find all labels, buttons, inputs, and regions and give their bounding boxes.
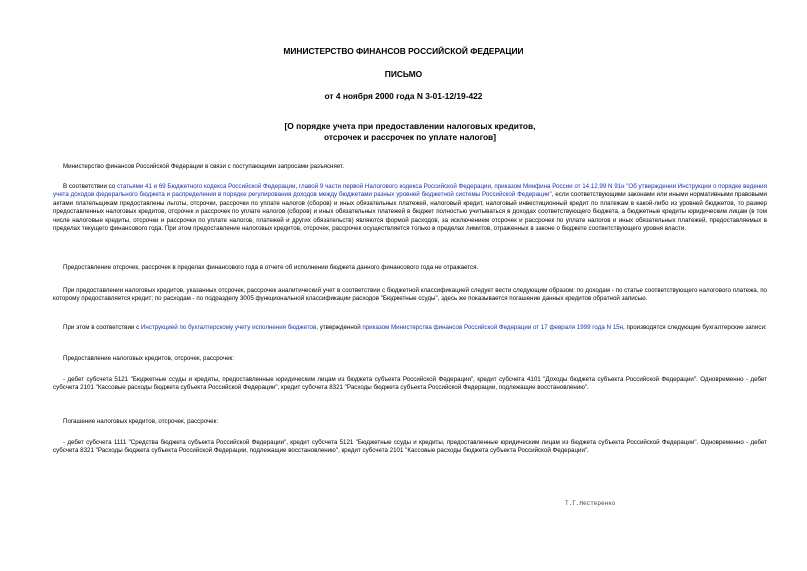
paragraph-entries-mid: , утвержденной [316,324,363,331]
paragraph-entries-end: , производятся следующие бухгалтерские записи: [623,324,767,331]
document-date-number: от 4 ноября 2000 года N 3-01-12/19-422 [324,91,483,101]
link-minfin-order-91n[interactable]: приказом Минфина России от 14.12.99 N 91н "Об утверждении Инструкции о порядке ведения учета доходов федерального бюджета и распределения в порядке регулирования доходов между бюджетами разных уровней бюджетной системы Российской Федерации" [53,183,767,199]
paragraph-deferrals: Предоставление отсрочек, рассрочек в пределах финансового года в отчете об исполнении бюджета данного финансового года не отражается. [63,264,479,271]
signature: Т.Г.Нестеренко [565,500,616,507]
paragraph-main [53,183,767,233]
paragraph-repayment-heading: Погашение налоговых кредитов, отсрочек, рассрочек: [63,418,219,425]
link-tax-code-chapter-9[interactable]: главой 9 части первой Налогового кодекса Российской Федерации [298,183,491,190]
paragraph-main-start: В соответствии со [63,183,118,190]
paragraph-accounting: При предоставлении налоговых кредитов, указанных отсрочек, рассрочек аналитический учет в соответствии с бюджетной классификацией следует вести следующим образом: по доходам - по статье соответствующего налогового платежа, по которому предоставляется кредит; по расходам - по подразделу 3005 функциональной классификации расходов "Бюджетные ссуды", здесь же показывается погашение данных кредитов обратной записью. [53,287,767,303]
separator: , [490,183,495,190]
topic-line-1: [О порядке учета при предоставлении налоговых кредитов, [284,121,536,131]
document-type: ПИСЬМО [384,69,423,79]
document-topic [200,121,620,142]
paragraph-entries [53,324,767,332]
paragraph-repayment-entries: - дебет субсчета 1111 "Средства бюджета субъекта Российской Федерации", кредит субсчета 5121 "Бюджетные ссуды и кредиты, предоставленные юридическим лицам из бюджета субъекта Российской Федерации". Одновременно - дебет субсчета 8321 "Расходы бюджета субъекта Российской Федерации, подлежащие восстановлению", кредит субсчета 2101 "Кассовые расходы бюджета субъекта Российской Федерации". [53,439,767,455]
paragraph-intro: Министерство финансов Российской Федерации в связи с поступающими запросами разъясняет. [63,163,344,170]
link-budget-accounting-instruction[interactable]: Инструкцией по бухгалтерскому учету исполнения бюджетов [140,324,317,331]
separator: , [295,183,299,190]
topic-line-2: отсрочек и рассрочек по уплате налогов] [324,131,496,142]
paragraph-provision-entries: - дебет субсчета 5121 "Бюджетные ссуды и кредиты, предоставленные юридическим лицам из бюджета субъекта Российской Федерации", кредит субсчета 4101 "Доходы бюджета субъекта Российской Федерации". Одновременно - дебет субсчета 2101 "Кассовые расходы бюджета субъекта Российской Федерации", кредит субсчета 8321 "Расходы бюджета субъекта Российской Федерации, подлежащие восстановлению". [53,376,767,392]
link-minfin-order-15n[interactable]: приказом Министерства финансов Российской Федерации от 17 февраля 1999 года N 15н [362,324,623,331]
paragraph-entries-start: При этом в соответствии с [63,324,141,331]
ministry-title: МИНИСТЕРСТВО ФИНАНСОВ РОССИЙСКОЙ ФЕДЕРАЦИИ [283,46,524,56]
paragraph-provision-heading: Предоставление налоговых кредитов, отсрочек, рассрочек: [63,355,234,362]
paragraph-main-rest: , если соответствующими законами или иными нормативными правовыми актами плательщикам предоставлены льготы, отсрочки, рассрочки по уплате налогов (сборов) и иных обязательных платежей, налоговый кредит, налоговый инвестиционный кредит по платежам в какой-либо из уровней бюджетов, то размер предоставленных налоговых кредитов, отсрочек и рассрочек по уплате налогов (сборов) и иных обязательных платежей в бюджет полностью учитываться в доходах соответствующего бюджета, а бюджетные кредиты юридическим лицам (в том числе налоговые кредиты, отсрочки и рассрочки по уплате налогов, платежей и других обязательств) являются формой расходов, за исключением отсрочек и рассрочек по уплате налогов и иных обязательных платежей, предоставляемых в пределах текущего финансового года. При этом предоставление налоговых кредитов, отсрочек, рассрочек осуществляется только в пределах лимитов, отраженных в законе о бюджете соответствующего уровня власти. [53,191,767,233]
link-budget-code-articles[interactable]: статьями 41 и 69 Бюджетного кодекса Российской Федерации [117,183,296,190]
